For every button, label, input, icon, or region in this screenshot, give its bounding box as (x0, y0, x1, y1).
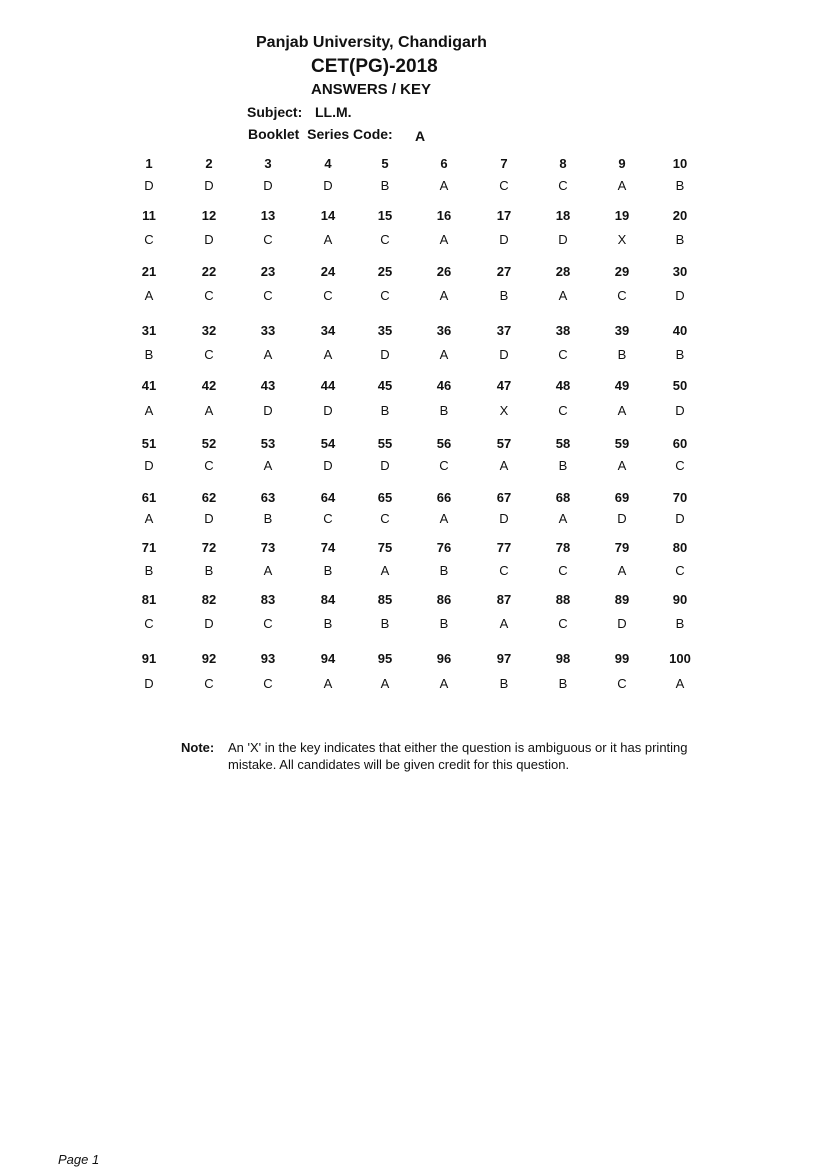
question-number: 48 (555, 378, 571, 393)
answer-option: A (617, 403, 627, 418)
question-number: 2 (205, 156, 213, 171)
question-number: 21 (141, 264, 157, 279)
question-number: 99 (614, 651, 630, 666)
answer-option: A (380, 676, 390, 691)
question-number: 12 (201, 208, 217, 223)
answer-option: D (204, 616, 214, 631)
question-number: 39 (614, 323, 630, 338)
answer-option: D (263, 178, 273, 193)
answer-option: C (204, 288, 214, 303)
question-number: 35 (377, 323, 393, 338)
answer-option: D (323, 178, 333, 193)
question-number: 81 (141, 592, 157, 607)
question-number: 16 (436, 208, 452, 223)
question-number: 42 (201, 378, 217, 393)
question-number: 82 (201, 592, 217, 607)
question-number: 29 (614, 264, 630, 279)
question-number: 45 (377, 378, 393, 393)
question-number: 85 (377, 592, 393, 607)
answer-option: B (380, 616, 390, 631)
question-number: 58 (555, 436, 571, 451)
question-number: 71 (141, 540, 157, 555)
answer-option: D (263, 403, 273, 418)
question-number: 51 (141, 436, 157, 451)
answer-option: X (617, 232, 627, 247)
question-number: 1 (145, 156, 153, 171)
answer-option: A (323, 676, 333, 691)
question-number: 11 (142, 208, 156, 223)
question-number: 55 (377, 436, 393, 451)
answer-option: D (204, 178, 214, 193)
question-number: 86 (436, 592, 452, 607)
answer-option: B (380, 178, 390, 193)
answer-option: C (323, 288, 333, 303)
answer-option: C (499, 563, 509, 578)
answer-option: A (439, 232, 449, 247)
answer-option: B (499, 288, 509, 303)
answer-option: D (144, 178, 154, 193)
answer-option: A (499, 616, 509, 631)
question-number: 95 (377, 651, 393, 666)
answer-option: C (380, 232, 390, 247)
answer-option: D (675, 288, 685, 303)
answer-option: D (144, 458, 154, 473)
question-number: 94 (320, 651, 336, 666)
header-key-title: ANSWERS / KEY (311, 81, 432, 98)
answer-option: D (380, 458, 390, 473)
answer-option: A (323, 232, 333, 247)
answer-option: D (323, 403, 333, 418)
answer-option: D (380, 347, 390, 362)
question-number: 93 (260, 651, 276, 666)
answer-option: B (675, 616, 685, 631)
question-number: 97 (496, 651, 512, 666)
answer-option: A (439, 288, 449, 303)
answer-option: C (204, 347, 214, 362)
answer-option: B (439, 616, 449, 631)
answer-option: D (204, 511, 214, 526)
answer-option: B (323, 616, 333, 631)
answer-option: C (380, 511, 390, 526)
question-number: 66 (436, 490, 452, 505)
note-label: Note: (181, 740, 215, 755)
question-number: 100 (669, 651, 691, 666)
question-number: 63 (260, 490, 276, 505)
answer-option: A (439, 347, 449, 362)
question-number: 57 (496, 436, 512, 451)
question-number: 49 (614, 378, 630, 393)
subject-label: Subject: (247, 104, 303, 120)
question-number: 22 (201, 264, 217, 279)
answer-option: C (204, 676, 214, 691)
question-number: 19 (614, 208, 630, 223)
question-number: 74 (320, 540, 336, 555)
answer-option: C (558, 616, 568, 631)
series-code-value: A (415, 128, 426, 144)
question-number: 24 (320, 264, 336, 279)
answer-option: A (204, 403, 214, 418)
question-number: 8 (559, 156, 567, 171)
question-number: 96 (436, 651, 452, 666)
answer-option: B (439, 563, 449, 578)
answer-option: C (558, 178, 568, 193)
answer-option: C (617, 288, 627, 303)
answer-option: C (675, 458, 685, 473)
note-text: An 'X' in the key indicates that either the question is ambiguous or it has printing mistake. All candidates will be given credit for this question. (228, 740, 688, 772)
question-number: 40 (672, 323, 688, 338)
answer-option: C (439, 458, 449, 473)
question-number: 36 (436, 323, 452, 338)
question-number: 65 (377, 490, 393, 505)
answer-option: C (144, 616, 154, 631)
question-number: 73 (260, 540, 276, 555)
answer-option: C (558, 347, 568, 362)
answer-option: C (499, 178, 509, 193)
question-number: 52 (201, 436, 217, 451)
question-number: 17 (496, 208, 512, 223)
question-number: 43 (260, 378, 276, 393)
question-number: 98 (555, 651, 571, 666)
header-exam-title: CET(PG)-2018 (311, 56, 438, 77)
answer-option: D (204, 232, 214, 247)
answer-option: D (675, 511, 685, 526)
question-number: 5 (381, 156, 389, 171)
answer-option: D (144, 676, 154, 691)
question-number: 6 (440, 156, 448, 171)
answer-option: C (380, 288, 390, 303)
question-number: 15 (377, 208, 393, 223)
question-number: 25 (377, 264, 393, 279)
answer-option: A (499, 458, 509, 473)
question-number: 37 (496, 323, 512, 338)
question-number: 26 (436, 264, 452, 279)
question-number: 18 (555, 208, 571, 223)
answer-option: B (617, 347, 627, 362)
question-number: 14 (320, 208, 336, 223)
answer-option: B (323, 563, 333, 578)
answer-option: C (675, 563, 685, 578)
answer-option: A (617, 458, 627, 473)
question-number: 54 (320, 436, 336, 451)
question-number: 28 (555, 264, 571, 279)
question-number: 69 (614, 490, 630, 505)
subject-value: LL.M. (315, 104, 352, 120)
answer-option: D (617, 511, 627, 526)
page-number: Page 1 (58, 1152, 100, 1167)
answer-option: A (263, 347, 273, 362)
header-university: Panjab University, Chandigarh (256, 34, 487, 51)
answer-option: A (144, 288, 154, 303)
answer-option: D (558, 232, 568, 247)
answer-option: C (263, 616, 273, 631)
answer-option: C (263, 676, 273, 691)
answer-option: B (144, 347, 154, 362)
question-number: 53 (260, 436, 276, 451)
question-number: 92 (201, 651, 217, 666)
answer-option: A (439, 178, 449, 193)
question-number: 60 (672, 436, 688, 451)
answer-option: X (499, 403, 509, 418)
question-number: 80 (672, 540, 688, 555)
answer-option: A (323, 347, 333, 362)
answer-option: B (675, 178, 685, 193)
series-code-label: Booklet Series Code: (248, 126, 393, 142)
answer-option: B (675, 347, 685, 362)
answer-option: A (675, 676, 685, 691)
question-number: 59 (614, 436, 630, 451)
answer-option: C (144, 232, 154, 247)
answer-option: A (263, 563, 273, 578)
question-number: 34 (320, 323, 336, 338)
question-number: 70 (672, 490, 688, 505)
question-number: 38 (555, 323, 571, 338)
question-number: 77 (496, 540, 512, 555)
question-number: 79 (614, 540, 630, 555)
answer-option: D (499, 232, 509, 247)
answer-option: C (558, 403, 568, 418)
question-number: 89 (614, 592, 630, 607)
answer-option: A (617, 178, 627, 193)
answer-option: C (617, 676, 627, 691)
question-number: 76 (436, 540, 452, 555)
question-number: 44 (320, 378, 336, 393)
answer-option: B (675, 232, 685, 247)
answer-option: B (380, 403, 390, 418)
question-number: 68 (555, 490, 571, 505)
answer-option: B (144, 563, 154, 578)
question-number: 90 (672, 592, 688, 607)
answer-option: B (558, 458, 568, 473)
question-number: 31 (141, 323, 157, 338)
question-number: 9 (618, 156, 626, 171)
question-number: 27 (496, 264, 512, 279)
answer-option: A (144, 403, 154, 418)
answer-option: B (204, 563, 214, 578)
question-number: 84 (320, 592, 336, 607)
answer-option: B (263, 511, 273, 526)
answer-option: D (617, 616, 627, 631)
question-number: 41 (141, 378, 157, 393)
question-number: 72 (201, 540, 217, 555)
question-number: 64 (320, 490, 336, 505)
question-number: 13 (260, 208, 276, 223)
answer-option: C (263, 232, 273, 247)
question-number: 30 (672, 264, 688, 279)
question-number: 75 (377, 540, 393, 555)
question-number: 50 (672, 378, 688, 393)
answer-option: C (323, 511, 333, 526)
question-number: 61 (141, 490, 157, 505)
question-number: 83 (260, 592, 276, 607)
answer-option: B (499, 676, 509, 691)
answer-option: A (439, 511, 449, 526)
answer-option: B (558, 676, 568, 691)
answer-option: A (263, 458, 273, 473)
question-number: 62 (201, 490, 217, 505)
answer-option: D (675, 403, 685, 418)
answer-option: D (323, 458, 333, 473)
answer-option: A (558, 288, 568, 303)
answer-option: A (617, 563, 627, 578)
answer-option: C (204, 458, 214, 473)
question-number: 88 (555, 592, 571, 607)
question-number: 47 (496, 378, 512, 393)
question-number: 23 (260, 264, 276, 279)
answer-option: B (439, 403, 449, 418)
answer-option: D (499, 511, 509, 526)
question-number: 20 (672, 208, 688, 223)
question-number: 10 (672, 156, 688, 171)
question-number: 78 (555, 540, 571, 555)
answer-option: D (499, 347, 509, 362)
question-number: 91 (141, 651, 157, 666)
question-number: 4 (324, 156, 332, 171)
question-number: 46 (436, 378, 452, 393)
answer-option: A (380, 563, 390, 578)
question-number: 67 (496, 490, 512, 505)
answer-option: C (263, 288, 273, 303)
question-number: 56 (436, 436, 452, 451)
answer-option: A (144, 511, 154, 526)
question-number: 87 (496, 592, 512, 607)
answer-option: A (558, 511, 568, 526)
question-number: 7 (500, 156, 508, 171)
answer-option: A (439, 676, 449, 691)
answer-option: C (558, 563, 568, 578)
question-number: 33 (260, 323, 276, 338)
question-number: 3 (264, 156, 272, 171)
question-number: 32 (201, 323, 217, 338)
